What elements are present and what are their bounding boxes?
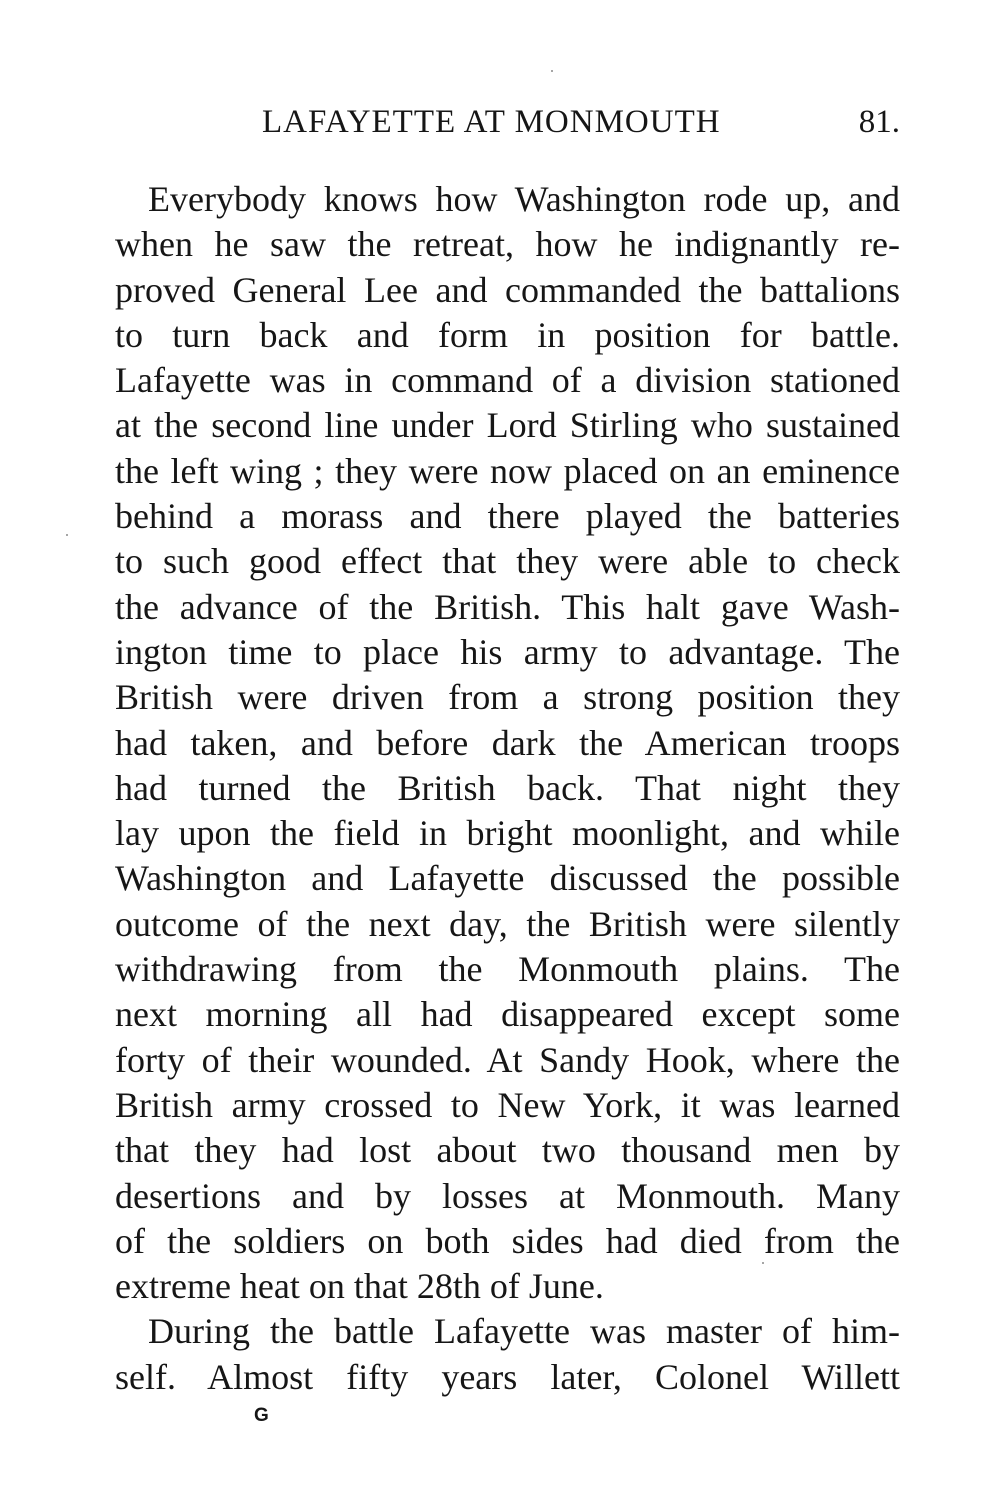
signature-mark: G: [254, 1405, 269, 1426]
text-line: Everybody knows how Washington rode up, and: [148, 179, 900, 219]
text-line: forty of their wounded. At Sandy Hook, where the: [115, 1039, 900, 1080]
text-line: proved General Lee and commanded the battalions: [115, 269, 900, 310]
text-line: self. Almost fifty years later, Colonel Willett: [115, 1356, 900, 1397]
text-line: behind a morass and there played the batteries: [115, 496, 900, 537]
text-line: next morning all had disappeared except some: [115, 994, 900, 1035]
text-line: to such good effect that they were able to check: [115, 541, 900, 582]
text-line: when he saw the retreat, how he indignantly re-: [115, 224, 900, 265]
text-line: that they had lost about two thousand men by: [115, 1130, 900, 1171]
text-line: desertions and by losses at Monmouth. Many: [115, 1175, 900, 1216]
page-number: 81.: [858, 104, 900, 140]
paper-speck: [66, 534, 68, 536]
paper-speck: [551, 70, 553, 72]
paragraph-1: [115, 177, 900, 1309]
text-line: outcome of the next day, the British were silently: [115, 903, 900, 944]
body-text: [115, 177, 900, 1400]
text-line: lay upon the field in bright moonlight, and while: [115, 813, 900, 854]
text-line: had taken, and before dark the American troops: [115, 722, 900, 763]
paper-speck: [762, 1262, 764, 1264]
text-line: extreme heat on that 28th of June.: [115, 1266, 604, 1307]
text-line: of the soldiers on both sides had died from the: [115, 1220, 900, 1261]
text-line: at the second line under Lord Stirling who sustained: [115, 405, 900, 446]
text-line: had turned the British back. That night they: [115, 767, 900, 808]
text-line: During the battle Lafayette was master of him-: [148, 1311, 900, 1352]
text-line: ington time to place his army to advantage. The: [115, 631, 900, 672]
running-title: LAFAYETTE AT MONMOUTH: [262, 104, 721, 140]
text-line: Washington and Lafayette discussed the possible: [115, 858, 900, 899]
text-line: withdrawing from the Monmouth plains. The: [115, 949, 900, 990]
text-line: the left wing ; they were now placed on an eminence: [115, 450, 900, 491]
running-head: [115, 100, 900, 144]
text-line: Lafayette was in command of a division stationed: [115, 360, 900, 401]
text-line: the advance of the British. This halt gave Wash-: [115, 586, 900, 627]
paragraph-2: [115, 1309, 900, 1400]
text-line: British army crossed to New York, it was learned: [115, 1084, 900, 1125]
text-line: British were driven from a strong position they: [115, 677, 900, 718]
text-line: to turn back and form in position for battle.: [115, 314, 900, 355]
